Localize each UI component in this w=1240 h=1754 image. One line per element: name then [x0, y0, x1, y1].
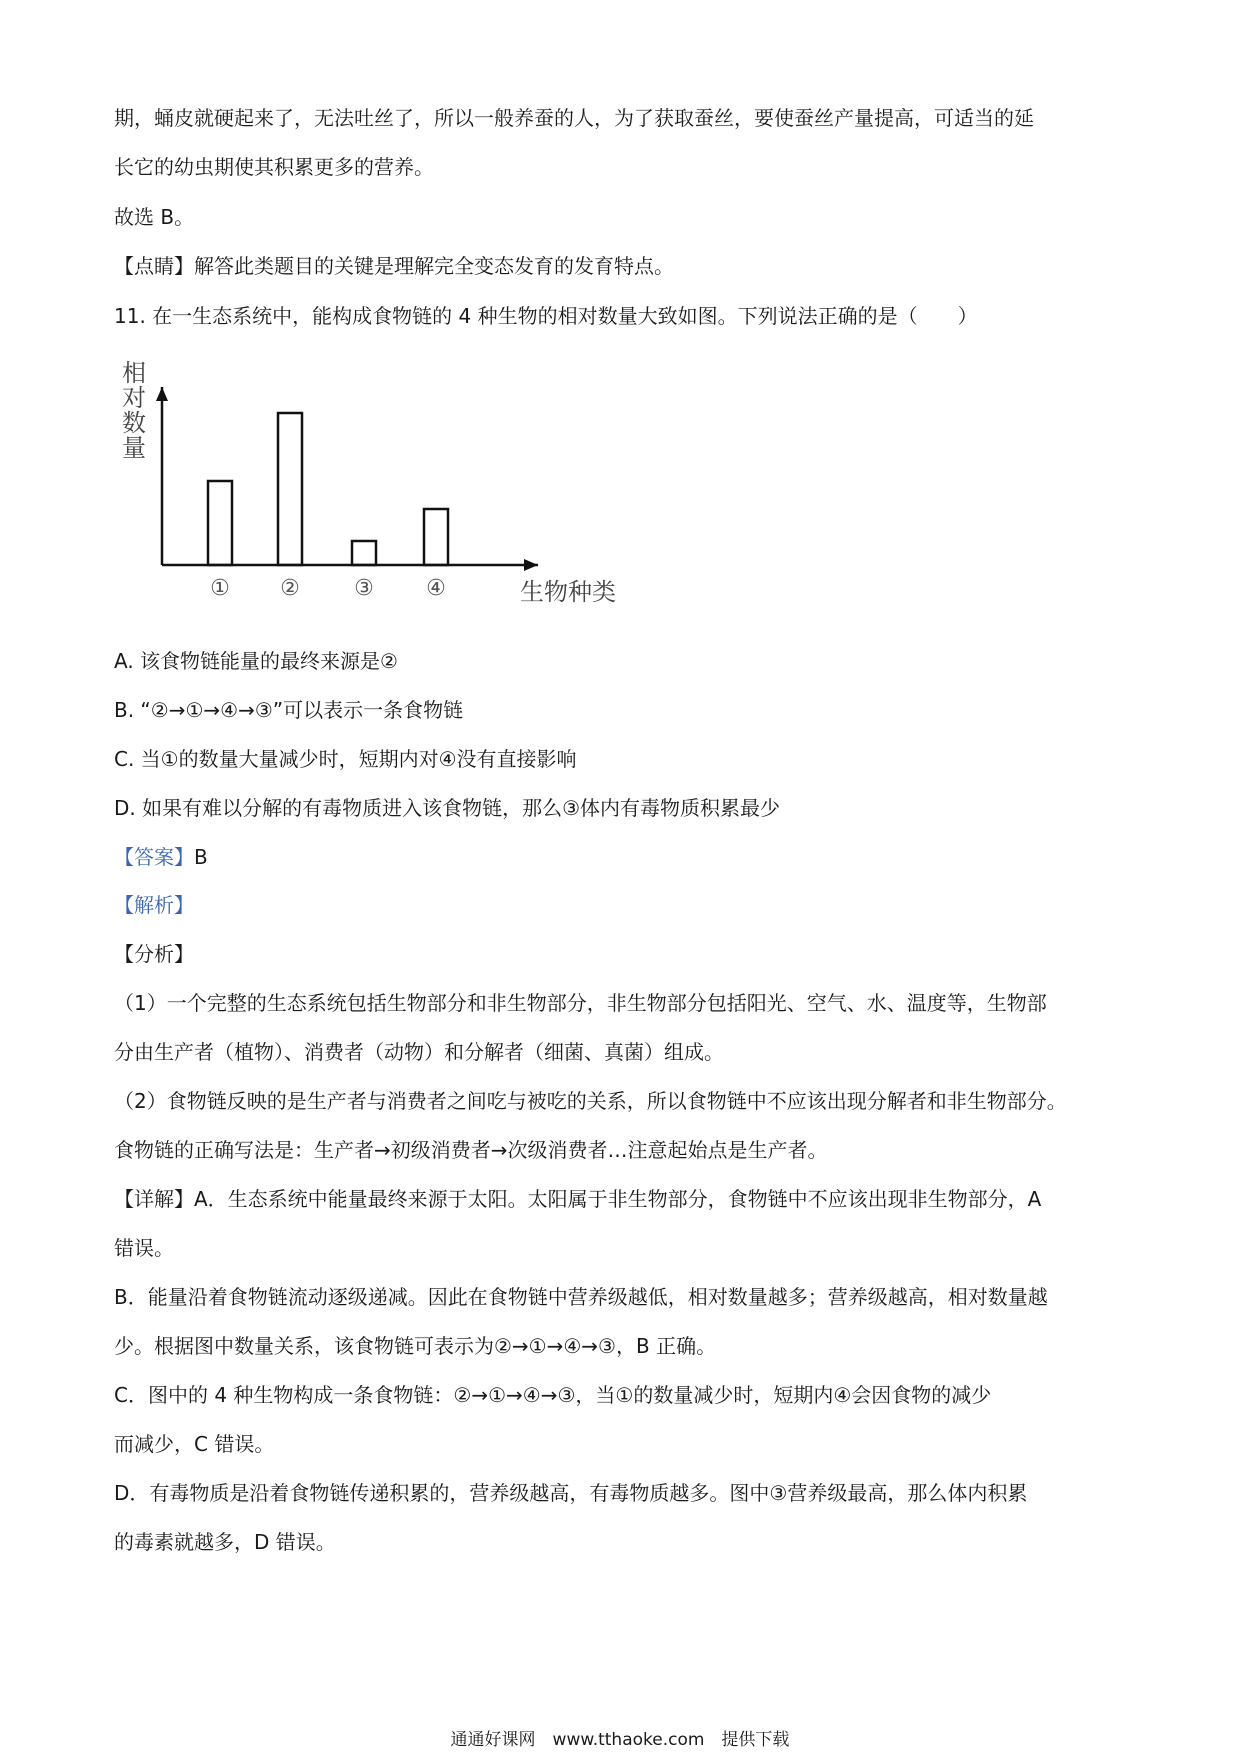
text-line: 故选 B。 [114, 205, 195, 229]
bar [352, 541, 376, 565]
answer-label: 【答案】 [114, 845, 194, 869]
x-tick-label: ① [210, 576, 230, 601]
text-line: 而减少，C 错误。 [114, 1432, 275, 1456]
text-line: 期，蛹皮就硬起来了，无法吐丝了，所以一般养蚕的人，为了获取蚕丝，要使蚕丝产量提高，可适当的延 [114, 106, 1034, 130]
text-line: 长它的幼虫期使其积累更多的营养。 [114, 155, 434, 179]
x-tick-label: ③ [354, 576, 374, 601]
answer [114, 844, 208, 870]
x-axis-label: 生物种类 [520, 578, 616, 606]
text-line: 分由生产者（植物）、消费者（动物）和分解者（细菌、真菌）组成。 [114, 1040, 724, 1064]
option-b: B. “②→①→④→③”可以表示一条食物链 [114, 698, 464, 722]
section-text: A．生态系统中能量最终来源于太阳。太阳属于非生物部分，食物链中不应该出现非生物部分，A [194, 1187, 1042, 1211]
x-tick-label: ② [280, 576, 300, 601]
text-line: 少。根据图中数量关系，该食物链可表示为②→①→④→③，B 正确。 [114, 1334, 717, 1358]
fenxi-label: 【分析】 [114, 942, 194, 966]
bar [278, 413, 302, 565]
x-tick-label: ④ [426, 576, 446, 601]
bar [424, 509, 448, 565]
text-line: B．能量沿着食物链流动逐级递减。因此在食物链中营养级越低，相对数量越多；营养级越高，相对数量越 [114, 1285, 1048, 1309]
text-line: D．有毒物质是沿着食物链传递积累的，营养级越高，有毒物质越多。图中③营养级最高，那么体内积累 [114, 1481, 1028, 1505]
x-axis-arrow [524, 559, 538, 571]
bar [208, 481, 232, 565]
page-footer: 通通好课网 www.tthaoke.com 提供下载 [450, 1730, 790, 1750]
section-text: 解答此类题目的关键是理解完全变态发育的发育特点。 [194, 254, 674, 278]
answer-value: B [194, 845, 208, 869]
question-stem: 11. 在一生态系统中，能构成食物链的 4 种生物的相对数量大致如图。下列说法正确的是（ ） [114, 304, 978, 328]
jiexi-label: 【解析】 [114, 893, 194, 917]
text-line: 的毒素就越多，D 错误。 [114, 1530, 336, 1554]
text-line: 食物链的正确写法是：生产者→初级消费者→次级消费者…注意起始点是生产者。 [114, 1138, 828, 1162]
option-d: D. 如果有难以分解的有毒物质进入该食物链，那么③体内有毒物质积累最少 [114, 796, 781, 820]
text-line: （1）一个完整的生态系统包括生物部分和非生物部分，非生物部分包括阳光、空气、水、温度等，生物部 [114, 991, 1047, 1015]
option-c: C. 当①的数量大量减少时，短期内对④没有直接影响 [114, 747, 577, 771]
section-label: 【点睛】 [114, 254, 194, 278]
text-line: C．图中的 4 种生物构成一条食物链：②→①→④→③，当①的数量减少时，短期内④会因食物的减少 [114, 1383, 992, 1407]
text-line: （2）食物链反映的是生产者与消费者之间吃与被吃的关系，所以食物链中不应该出现分解者和非生物部分。 [114, 1089, 1067, 1113]
text-line [114, 253, 674, 279]
bar-chart [110, 355, 616, 625]
y-axis-label: 相对数量 [122, 359, 146, 462]
y-axis-arrow [156, 387, 168, 401]
text-line [114, 1186, 1041, 1212]
option-a: A. 该食物链能量的最终来源是② [114, 649, 398, 673]
text-line: 错误。 [114, 1236, 174, 1260]
section-label: 【详解】 [114, 1187, 194, 1211]
